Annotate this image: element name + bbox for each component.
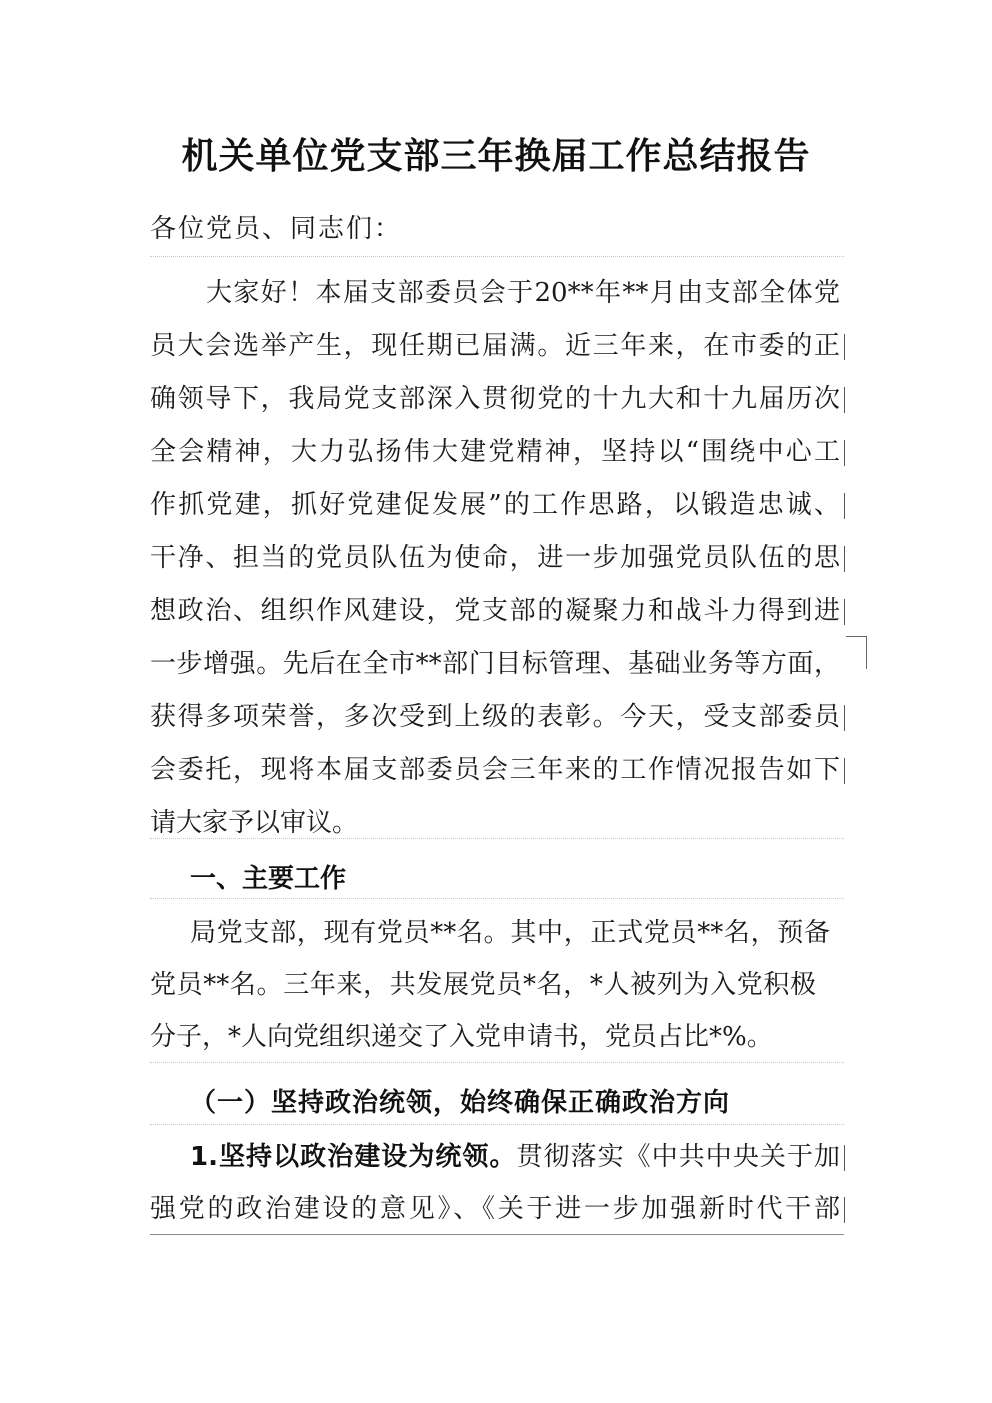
section-line: 局党支部，现有党员**名。其中，正式党员**名，预备: [190, 918, 830, 948]
section-heading: 一、主要工作: [190, 864, 347, 894]
intro-line: 想政治、组织作风建设，党支部的凝聚力和战斗力得到进: [150, 596, 840, 626]
margin-mark: [844, 387, 845, 413]
intro-line: 全会精神，大力弘扬伟大建党精神，坚持以“围绕中心工: [150, 437, 840, 467]
margin-corner-mark: [846, 636, 867, 669]
intro-line: 作抓党建，抓好党建促发展”的工作思路，以锻造忠诚、: [150, 490, 840, 520]
item-label: 1.坚持以政治建设为统领。: [190, 1142, 517, 1172]
margin-mark: [844, 599, 845, 625]
item-line: [190, 1144, 840, 1170]
intro-line: 请大家予以审议。: [150, 808, 359, 838]
intro-line: 员大会选举产生，现任期已届满。近三年来，在市委的正: [150, 331, 840, 361]
section-line: 党员**名。三年来，共发展党员*名，*人被列为入党积极: [150, 970, 816, 1000]
section-line: 分子，*人向党组织递交了入党申请书，党员占比*%。: [150, 1022, 773, 1052]
margin-mark: [844, 493, 845, 519]
document-title: 机关单位党支部三年换届工作总结报告: [181, 135, 811, 177]
paragraph-divider: [150, 1062, 844, 1063]
item-line: 强党的政治建设的意见》、《关于进一步加强新时代干部: [150, 1194, 840, 1224]
margin-mark: [844, 705, 845, 731]
paragraph-divider: [150, 256, 844, 257]
intro-line: 获得多项荣誉，多次受到上级的表彰。今天，受支部委员: [150, 702, 840, 732]
intro-line: 大家好！本届支部委员会于20**年**月由支部全体党: [206, 278, 840, 308]
margin-mark: [844, 546, 845, 572]
paragraph-divider: [150, 1124, 844, 1125]
margin-mark: [844, 334, 845, 360]
margin-mark: [844, 440, 845, 466]
intro-line: 会委托，现将本届支部委员会三年来的工作情况报告如下: [150, 755, 840, 785]
intro-line: 干净、担当的党员队伍为使命，进一步加强党员队伍的思: [150, 543, 840, 573]
paragraph-divider: [150, 898, 844, 899]
subsection-heading: （一）坚持政治统领，始终确保正确政治方向: [190, 1088, 731, 1118]
margin-mark: [844, 1145, 845, 1171]
intro-line: 确领导下，我局党支部深入贯彻党的十九大和十九届历次: [150, 384, 840, 414]
salutation: 各位党员、同志们：: [150, 214, 403, 244]
paragraph-divider: [150, 838, 844, 839]
intro-line: 一步增强。先后在全市**部门目标管理、基础业务等方面，: [150, 649, 840, 679]
item-text: 贯彻落实《中共中央关于加: [516, 1142, 840, 1172]
page-bottom-rule: [150, 1234, 844, 1235]
margin-mark: [844, 1197, 845, 1223]
margin-mark: [844, 758, 845, 784]
